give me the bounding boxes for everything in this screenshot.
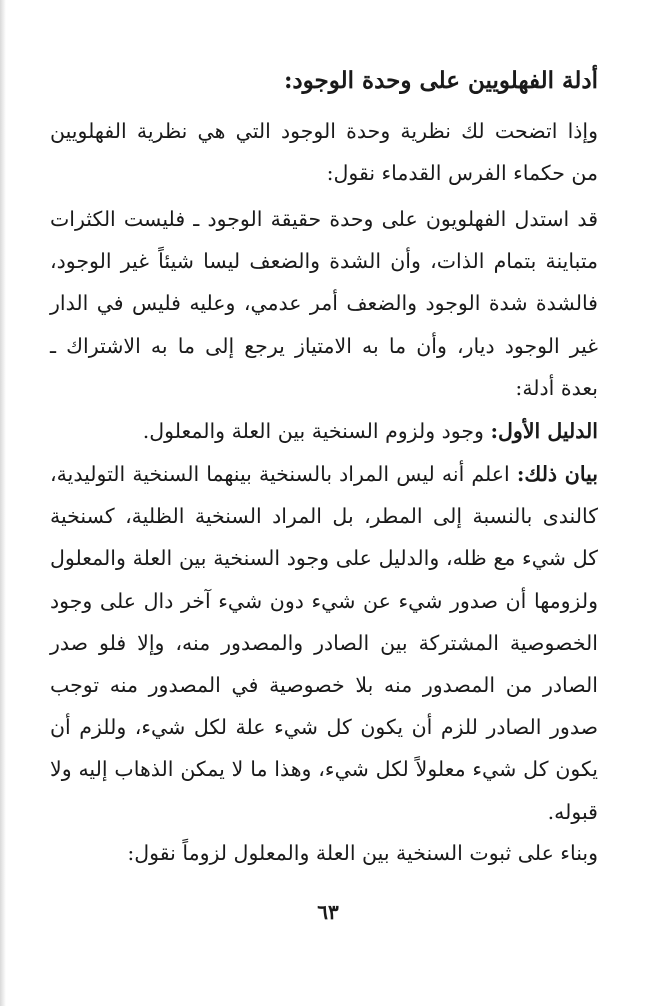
explanation-label: بيان ذلك: <box>516 462 598 486</box>
paragraph-argument: قد استدل الفهلويون على وحدة حقيقة الوجود ـ فليست الكثرات متباينة بتمام الذات، وأن الشدة والضعف ليسا شيئاً غير الوجود، فالشدة شدة الوجود والضعف أمر عدمي، وعليه فليس في الدار غير الوجود ديار، وأن ما به الامتياز يرجع إلى ما به الاشتراك ـ بعدة أدلة: <box>50 207 598 400</box>
explanation-text: اعلم أنه ليس المراد بالسنخية بينهما السنخية التوليدية، كالندى بالنسبة إلى المطر، بل المراد السنخية الظلية، كسنخية كل شيء مع ظله، والدليل على وجود السنخية بين العلة والمعلول ولزومها أن صدور شيء عن شيء دون شيء آخر دال على وجود الخصوصية المشتركة بين الصادر والمصدور منه، وإلا فلو صدر الصادر من المصدور منه بلا خصوصية في المصدور منه توجب صدور الصادر للزم أن يكون كل شيء علة لكل شيء، وللزم أن يكون كل شيء معلولاً لكل شيء، وهذا ما لا يمكن الذهاب إليه ولا قبوله. <box>50 462 598 824</box>
paragraph-intro: وإذا اتضحت لك نظرية وحدة الوجود التي هي نظرية الفهلويين من حكماء الفرس القدماء نقول: <box>50 119 598 186</box>
first-proof-text: وجود ولزوم السنخية بين العلة والمعلول. <box>142 419 491 443</box>
first-proof-label: الدليل الأول: <box>490 419 598 443</box>
page-number: ٦٣ <box>317 900 339 924</box>
paragraph-conclusion: وبناء على ثبوت السنخية بين العلة والمعلول لزوماً نقول: <box>127 841 598 865</box>
paragraph-first-proof <box>50 410 598 452</box>
section-heading: أدلة الفهلويين على وحدة الوجود: <box>283 67 598 94</box>
paragraph-explanation <box>50 453 598 833</box>
